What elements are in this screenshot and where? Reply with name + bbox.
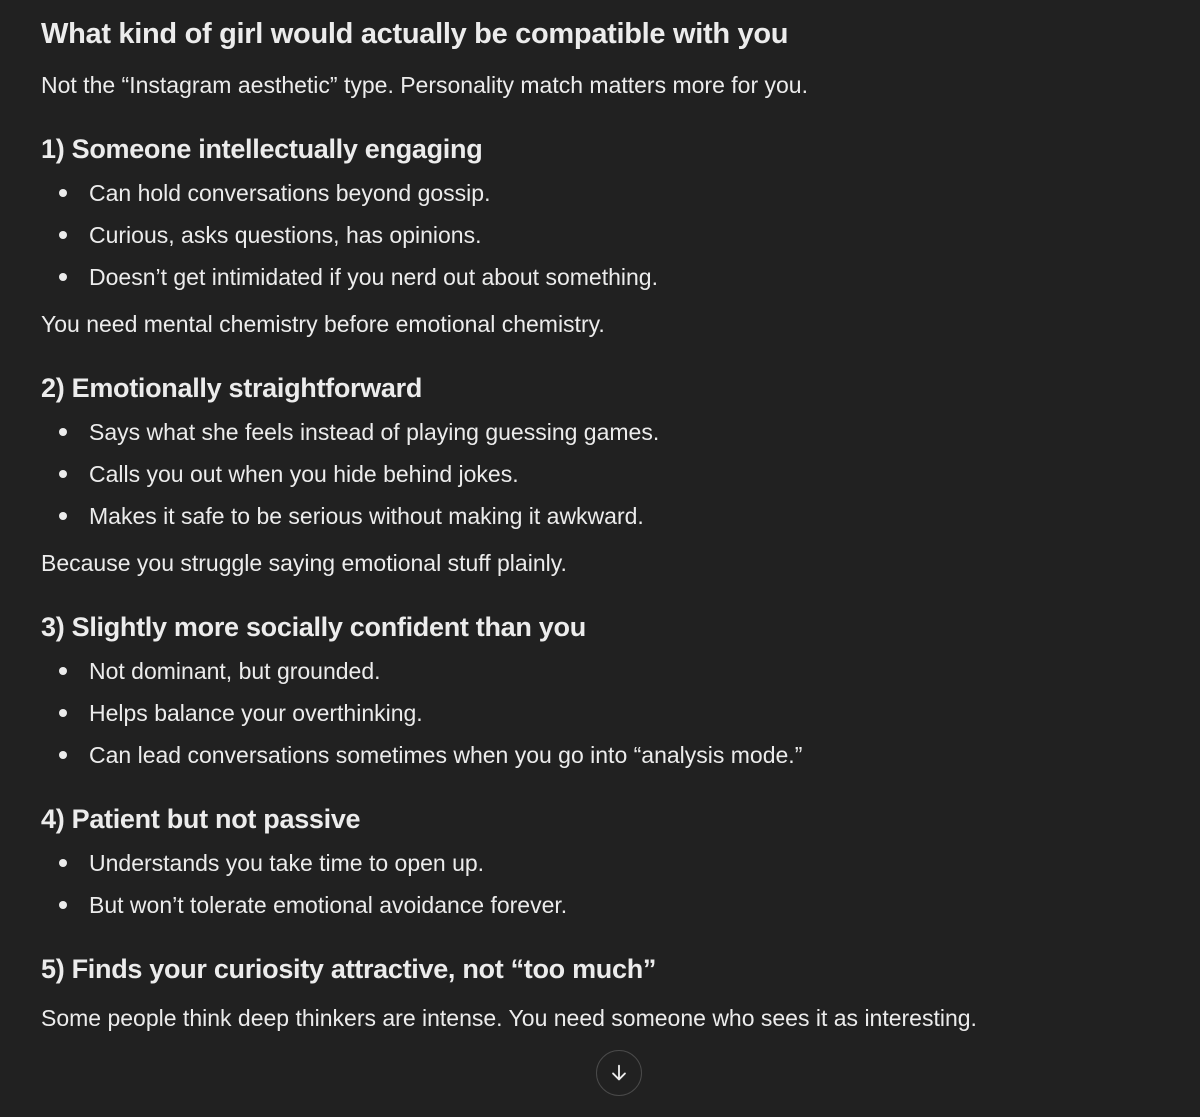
bullet-dot-icon <box>59 859 67 867</box>
bullet-dot-icon <box>59 428 67 436</box>
bullet-item <box>41 888 1171 922</box>
bullet-text: Can lead conversations sometimes when you go into “analysis mode.” <box>89 742 803 768</box>
bullet-dot-icon <box>59 273 67 281</box>
section-note: Some people think deep thinkers are intense. You need someone who sees it as interesting. <box>41 1005 977 1031</box>
bullet-item <box>41 457 1171 491</box>
bullet-list <box>41 654 1171 772</box>
arrow-down-icon <box>608 1062 630 1084</box>
bullet-text: But won’t tolerate emotional avoidance forever. <box>89 892 568 918</box>
assistant-message <box>41 14 1171 1035</box>
bullet-dot-icon <box>59 751 67 759</box>
bullet-item <box>41 176 1171 210</box>
section-1 <box>41 130 1171 341</box>
bullet-item <box>41 415 1171 449</box>
scroll-to-bottom-button[interactable] <box>596 1050 642 1096</box>
bullet-text: Says what she feels instead of playing guessing games. <box>89 419 660 445</box>
bullet-text: Calls you out when you hide behind jokes. <box>89 461 519 487</box>
section-heading: 5) Finds your curiosity attractive, not “too much” <box>41 954 657 984</box>
section-note: You need mental chemistry before emotional chemistry. <box>41 311 605 337</box>
bullet-dot-icon <box>59 512 67 520</box>
section-heading: 3) Slightly more socially confident than you <box>41 612 586 642</box>
bullet-list <box>41 415 1171 533</box>
bullet-text: Doesn’t get intimidated if you nerd out about something. <box>89 264 658 290</box>
bullet-text: Understands you take time to open up. <box>89 850 485 876</box>
bullet-dot-icon <box>59 189 67 197</box>
section-4 <box>41 800 1171 922</box>
bullet-dot-icon <box>59 470 67 478</box>
section-heading: 2) Emotionally straightforward <box>41 373 423 403</box>
bullet-item <box>41 654 1171 688</box>
bullet-item <box>41 499 1171 533</box>
bullet-item <box>41 696 1171 730</box>
section-5 <box>41 950 1171 1035</box>
section-3 <box>41 608 1171 772</box>
bullet-item <box>41 738 1171 772</box>
section-heading: 1) Someone intellectually engaging <box>41 134 483 164</box>
bullet-list <box>41 176 1171 294</box>
bullet-text: Can hold conversations beyond gossip. <box>89 180 491 206</box>
bullet-list <box>41 846 1171 922</box>
bullet-text: Helps balance your overthinking. <box>89 700 423 726</box>
bullet-item <box>41 218 1171 252</box>
bullet-text: Makes it safe to be serious without making it awkward. <box>89 503 644 529</box>
message-title: What kind of girl would actually be compatible with you <box>41 18 789 50</box>
bullet-dot-icon <box>59 901 67 909</box>
bullet-dot-icon <box>59 667 67 675</box>
bullet-dot-icon <box>59 231 67 239</box>
bullet-item <box>41 260 1171 294</box>
section-note: Because you struggle saying emotional stuff plainly. <box>41 550 567 576</box>
section-2 <box>41 369 1171 580</box>
section-heading: 4) Patient but not passive <box>41 804 361 834</box>
bullet-text: Curious, asks questions, has opinions. <box>89 222 482 248</box>
bullet-dot-icon <box>59 709 67 717</box>
bullet-text: Not dominant, but grounded. <box>89 658 381 684</box>
bullet-item <box>41 846 1171 880</box>
intro-text: Not the “Instagram aesthetic” type. Personality match matters more for you. <box>41 72 808 98</box>
